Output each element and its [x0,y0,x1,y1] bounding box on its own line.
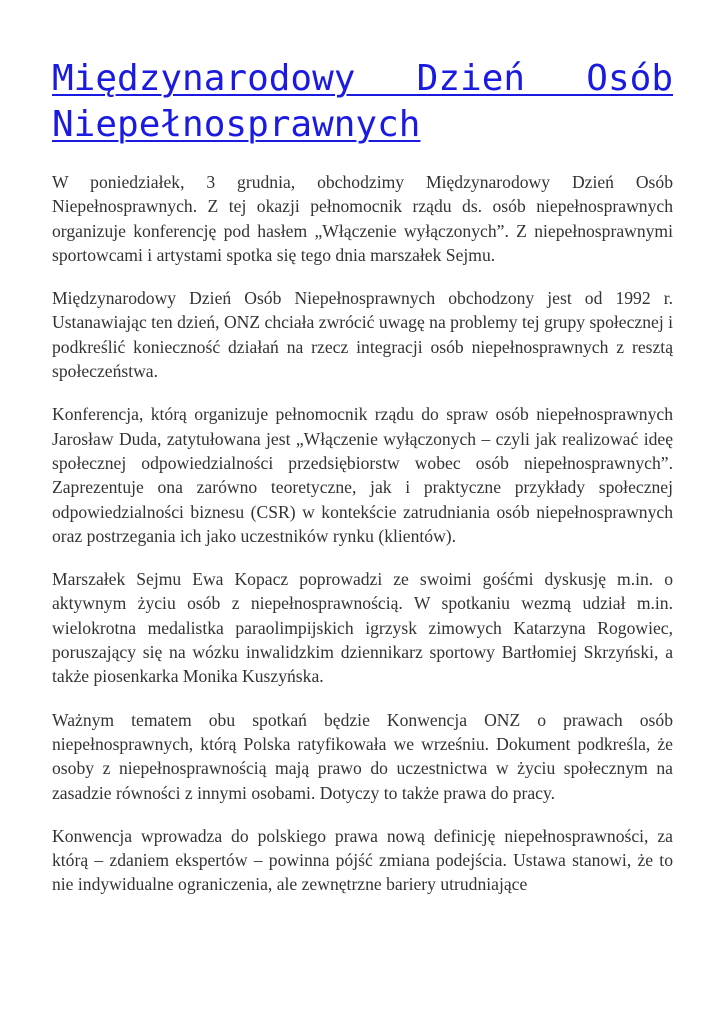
article-title-link[interactable]: Międzynarodowy Dzień Osób Niepełnosprawnych [52,58,673,145]
article-paragraph-2: Międzynarodowy Dzień Osób Niepełnosprawnych obchodzony jest od 1992 r. Ustanawiając ten dzień, ONZ chciała zwrócić uwagę na problemy tej grupy społecznej i podkreślić konieczność działań na rzecz integracji osób niepełnosprawnych z resztą społeczeństwa. [52,288,673,382]
article [52,56,673,916]
article-paragraph-5: Ważnym tematem obu spotkań będzie Konwencja ONZ o prawach osób niepełnosprawnych, którą Polska ratyfikowała we wrześniu. Dokument podkreśla, że osoby z niepełnosprawnością mają prawo do uczestnictwa w życiu społecznym na zasadzie równości z innymi osobami. Dotyczy to także prawa do pracy. [52,709,673,803]
article-paragraph-3: Konferencja, którą organizuje pełnomocnik rządu do spraw osób niepełnosprawnych Jarosław Duda, zatytułowana jest „Włączenie wyłączonych – czyli jak realizować ideę społecznej odpowiedzialności przedsiębiorstw wobec osób niepełnosprawnych”. Zaprezentuje ona zarówno teoretyczne, jak i praktyczne przykłady społecznej odpowiedzialności biznesu (CSR) w kontekście zatrudniania osób niepełnosprawnych oraz postrzegania ich jako uczestników rynku (klientów). [52,404,673,546]
article-paragraph-6: Konwencja wprowadza do polskiego prawa nową definicję niepełnosprawności, za którą – zdaniem ekspertów – powinna pójść zmiana podejścia. Ustawa stanowi, że to nie indywidualne ograniczenia, ale zewnętrzne bariery utrudniające [52,825,673,895]
article-paragraph-1: W poniedziałek, 3 grudnia, obchodzimy Międzynarodowy Dzień Osób Niepełnosprawnych. Z tej okazji pełnomocnik rządu ds. osób niepełnosprawnych organizuje konferencję pod hasłem „Włączenie wyłączonych”. Z niepełnosprawnymi sportowcami i artystami spotka się tego dnia marszałek Sejmu. [52,172,673,265]
article-title [52,56,673,148]
article-paragraph-4: Marszałek Sejmu Ewa Kopacz poprowadzi ze swoimi gośćmi dyskusję m.in. o aktywnym życiu osób z niepełnosprawnością. W spotkaniu wezmą udział m.in. wielokrotna medalistka paraolimpijskich igrzysk zimowych Katarzyna Rogowiec, poruszający się na wózku inwalidzkim dziennikarz sportowy Bartłomiej Skrzyński, a także piosenkarka Monika Kuszyńska. [52,569,673,687]
